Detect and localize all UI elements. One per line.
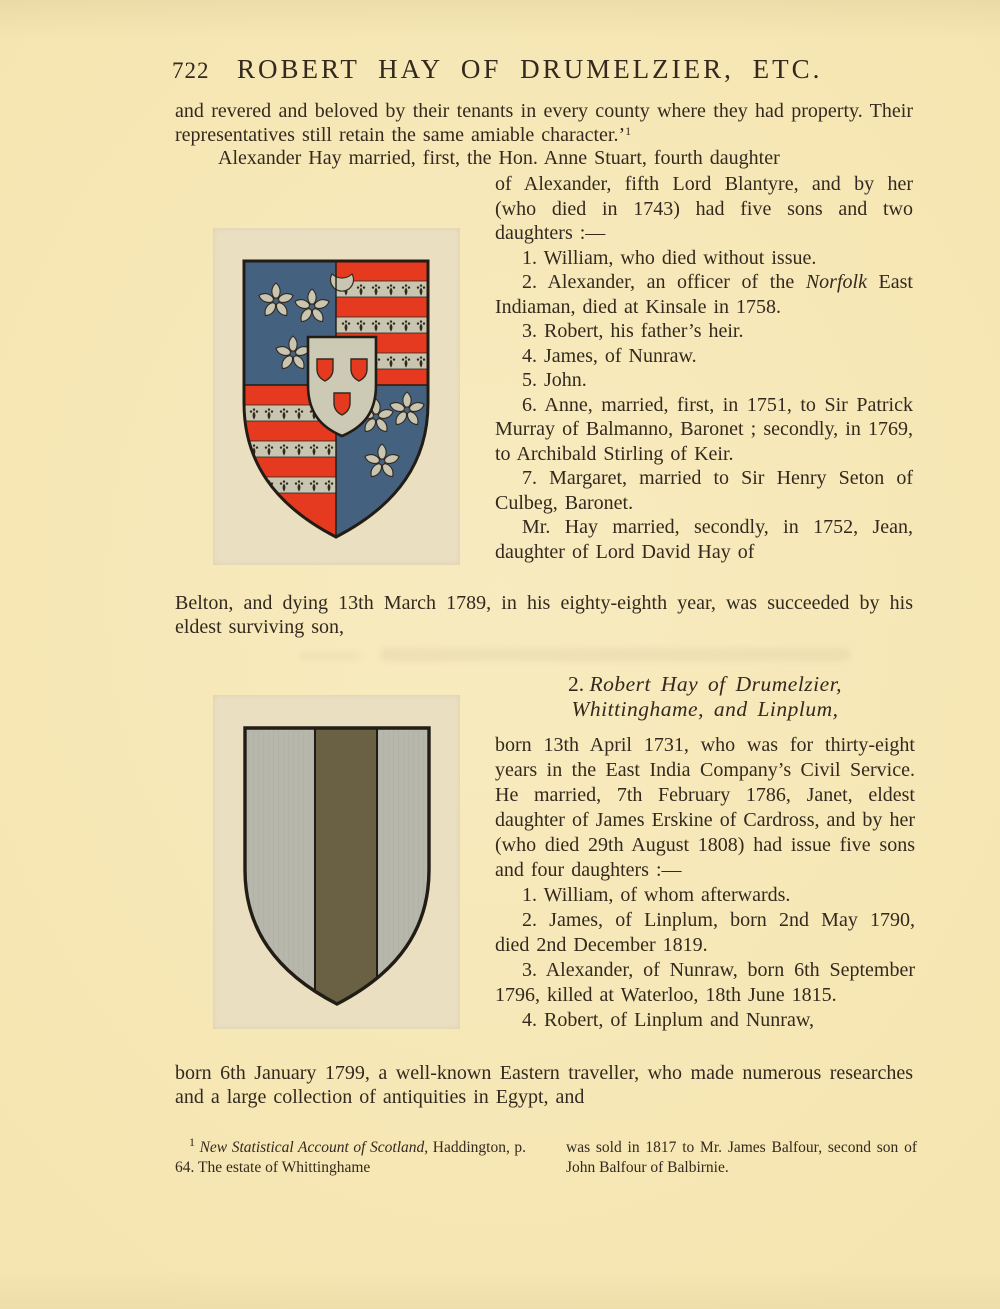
- section-heading-name: Robert Hay of Drumelzier,: [589, 672, 843, 696]
- ship-name: Norfolk: [805, 271, 867, 293]
- section-number: 2.: [567, 672, 590, 696]
- section-heading-line1: [495, 672, 915, 697]
- footnote-left-rest: , Haddington, p. 64. The estate of Whittinghame: [175, 1139, 527, 1176]
- child-item-2-pre: 2. Alexander, an officer of the: [522, 271, 806, 293]
- footnote-right-column: was sold in 1817 to Mr. James Balfour, second son of John Balfour of Balbirnie.: [566, 1139, 917, 1176]
- second-marriage-start: Mr. Hay married, secondly, in 1752, Jean, daughter of Lord David Hay of: [495, 516, 913, 563]
- alexander-hay-line: Alexander Hay married, first, the Hon. Anne Stuart, fourth daughter: [218, 147, 780, 169]
- footnote-book-title: New Statistical Account of Scotland: [199, 1139, 425, 1156]
- child2-item-4: 4. Robert, of Linplum and Nunraw,: [522, 1009, 814, 1031]
- robert-hay-column: [495, 733, 915, 1033]
- hay-quartered-arms-icon: [236, 255, 436, 543]
- footnote-left-column: [175, 1135, 527, 1178]
- coat-of-arms-plate-1: [213, 228, 460, 565]
- child-item-2: [495, 270, 913, 319]
- footnote: [175, 1135, 917, 1178]
- child2-item-1: 1. William, of whom afterwards.: [522, 884, 791, 906]
- robert-hay-continuation: born 6th January 1799, a well-known Eastern traveller, who made numerous researches and a large collection of antiquities in Egypt, and: [175, 1062, 913, 1108]
- intro-paragraph: [175, 100, 913, 147]
- page-show-through-smudge: [380, 648, 850, 661]
- footnote-mark: 1: [189, 1135, 195, 1149]
- robert-hay-body: born 13th April 1731, who was for thirty-eight years in the East India Company’s Civil Service. He married, 7th February 1786, Janet, eldest daughter of James Erskine of Cardross, and by her (who died 29th August 1808) had issue five sons and four daughters :—: [495, 734, 915, 881]
- first-marriage-column: [495, 172, 913, 564]
- footnote-reference-mark: 1: [625, 123, 632, 138]
- child2-item-2: 2. James, of Linplum, born 2nd May 1790, died 2nd December 1819.: [495, 909, 915, 956]
- coat-of-arms-plate-2: [213, 695, 460, 1029]
- child-item-7: 7. Margaret, married to Sir Henry Seton of Culbeg, Baronet.: [495, 467, 913, 514]
- page-title: ROBERT HAY OF DRUMELZIER, ETC.: [237, 54, 823, 84]
- child-item-4: 4. James, of Nunraw.: [522, 344, 697, 367]
- second-marriage-continuation: Belton, and dying 13th March 1789, in his eighty-eighth year, was succeeded by his eldest surviving son,: [175, 592, 913, 638]
- section-heading: [495, 672, 915, 722]
- section-heading-line2: Whittinghame, and Linplum,: [571, 697, 839, 721]
- child2-item-3: 3. Alexander, of Nunraw, born 6th September 1796, killed at Waterloo, 18th June 1815.: [495, 959, 915, 1006]
- intro-text: and revered and beloved by their tenants in every county where they had property. Their representatives still retain the same amiable character.’: [175, 100, 913, 146]
- pale-arms-icon: [236, 722, 438, 1010]
- child-item-5: 5. John.: [522, 369, 587, 391]
- page-show-through-smudge-2: [300, 652, 360, 660]
- first-marriage-continuation: of Alexander, fifth Lord Blantyre, and by her (who died in 1743) had five sons and two daughters :—: [495, 173, 913, 244]
- child-item-2-post: East Indiaman, died at Kinsale in 1758.: [495, 271, 913, 318]
- child-item-3: 3. Robert, his father’s heir.: [522, 320, 744, 342]
- child-item-6: 6. Anne, married, first, in 1751, to Sir Patrick Murray of Balmanno, Baronet ; secondly, in 1769, to Archibald Stirling of Keir.: [495, 393, 913, 465]
- page-number: 722: [172, 58, 210, 83]
- child-item-1: 1. William, who died without issue.: [522, 246, 817, 269]
